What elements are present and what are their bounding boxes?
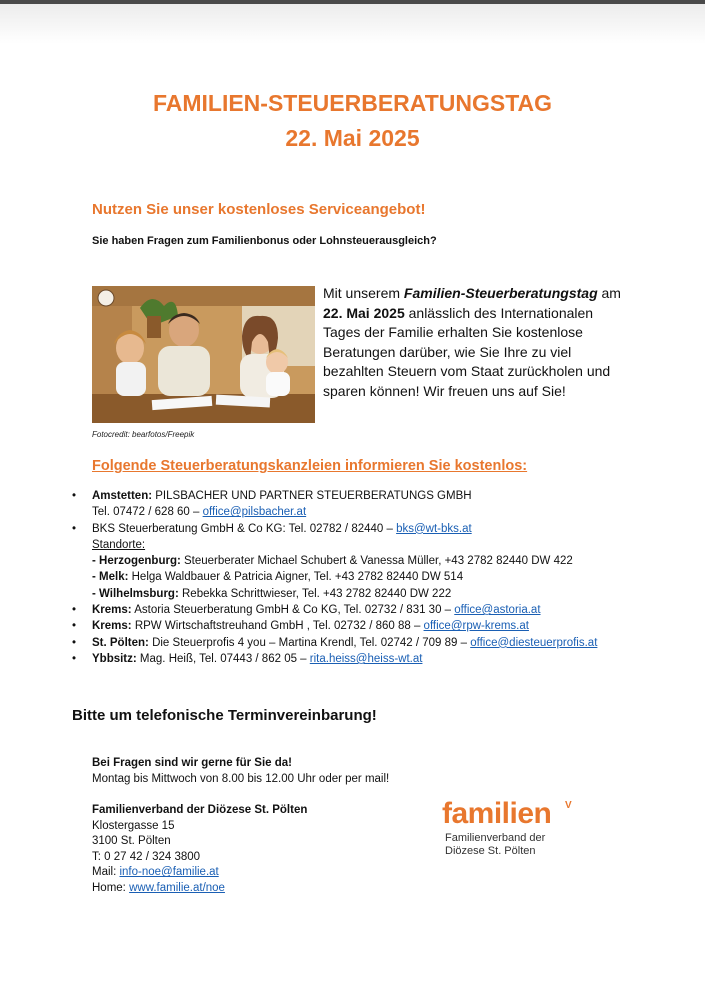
location-herzogenburg bbox=[72, 553, 672, 569]
contact-block bbox=[92, 756, 389, 787]
logo-sub-line1: Familienverband der bbox=[445, 832, 546, 844]
firms-heading: Folgende Steuerberatungskanzleien informieren Sie kostenlos: bbox=[92, 458, 528, 474]
intro-text-2: am bbox=[597, 285, 621, 301]
address-city: 3100 St. Pölten bbox=[92, 835, 171, 848]
firm-name: Mag. Heiß, Tel. 07443 / 862 05 – bbox=[136, 652, 310, 665]
familienverband-logo bbox=[442, 797, 572, 858]
firm-phone: Tel. 07472 / 628 60 – bbox=[92, 506, 203, 519]
mail-label: Mail: bbox=[92, 866, 120, 879]
location-place: - Melk: bbox=[92, 571, 129, 584]
intro-date: 22. Mai 2025 bbox=[323, 304, 405, 321]
mail-link[interactable]: info-noe@familie.at bbox=[119, 866, 219, 879]
standorte-label bbox=[72, 537, 672, 553]
address-home-line bbox=[92, 881, 307, 897]
firm-name: BKS Steuerberatung GmbH & Co KG: Tel. 02782 / 82440 – bbox=[92, 522, 397, 535]
logo-word: familien bbox=[442, 797, 552, 830]
list-item-ybbsitz bbox=[72, 651, 672, 667]
email-link[interactable]: office@astoria.at bbox=[454, 604, 541, 617]
list-item-amstetten bbox=[72, 488, 672, 504]
offer-question: Sie haben Fragen zum Familienbonus oder Lohnsteuerausgleich? bbox=[92, 235, 437, 247]
firm-contact-line bbox=[72, 504, 672, 520]
firms-list bbox=[72, 488, 672, 667]
email-link[interactable]: bks@wt-bks.at bbox=[396, 522, 472, 535]
contact-hours: Montag bis Mittwoch von 8.00 bis 12.00 Uhr oder per mail! bbox=[92, 772, 390, 785]
contact-questions: Bei Fragen sind wir gerne für Sie da! bbox=[92, 757, 293, 769]
email-link[interactable]: office@pilsbacher.at bbox=[202, 506, 307, 519]
email-link[interactable]: office@diesteuerprofis.at bbox=[470, 636, 598, 649]
address-phone: T: 0 27 42 / 324 3800 bbox=[92, 850, 201, 863]
list-item-krems-rpw bbox=[72, 618, 672, 634]
location-text: Steuerberater Michael Schubert & Vanessa Müller, +43 2782 82440 DW 422 bbox=[180, 555, 573, 568]
location-wilhelmsburg bbox=[72, 586, 672, 602]
intro-paragraph bbox=[323, 284, 623, 401]
bullet: • bbox=[72, 522, 77, 535]
firm-location: Ybbsitz: bbox=[92, 652, 137, 665]
location-melk bbox=[72, 569, 672, 585]
location-place: - Herzogenburg: bbox=[92, 555, 181, 568]
home-label: Home: bbox=[92, 881, 130, 894]
firm-location: Krems: bbox=[92, 620, 132, 633]
intro-text-3: anlässlich des Internationalen Tages der Familie erhalten Sie kostenlose Beratungen darüber, wie Sie Ihre zu viel bezahlten Steuern vom Staat zurückholen und sparen können! Wir freuen uns auf Sie! bbox=[323, 304, 611, 399]
bullet: • bbox=[72, 652, 77, 665]
location-place: - Wilhelmsburg: bbox=[92, 587, 179, 600]
logo-sub-line2: Diözese St. Pölten bbox=[445, 845, 536, 857]
firm-location: St. Pölten: bbox=[92, 636, 149, 649]
bullet: • bbox=[72, 604, 77, 617]
list-item-krems-astoria bbox=[72, 602, 672, 618]
location-text: Helga Waldbauer & Patricia Aigner, Tel. +43 2782 82440 DW 514 bbox=[128, 571, 464, 584]
family-photo-illustration bbox=[92, 286, 315, 423]
bullet: • bbox=[72, 620, 77, 633]
bullet: • bbox=[72, 636, 77, 649]
address-block bbox=[92, 803, 307, 897]
list-item-bks bbox=[72, 521, 672, 537]
page-title: FAMILIEN-STEUERBERATUNGSTAG bbox=[152, 90, 553, 116]
email-link[interactable]: office@rpw-krems.at bbox=[423, 620, 529, 633]
org-name: Familienverband der Diözese St. Pölten bbox=[92, 804, 308, 816]
address-street: Klostergasse 15 bbox=[92, 819, 175, 832]
family-photo bbox=[92, 286, 315, 423]
intro-event-name: Familien-Steuerberatungstag bbox=[403, 285, 598, 301]
top-shadow bbox=[0, 4, 705, 44]
address-mail-line bbox=[92, 865, 307, 881]
firm-location: Amstetten: bbox=[92, 490, 153, 502]
location-text: Rebekka Schrittwieser, Tel. +43 2782 82440 DW 222 bbox=[178, 587, 452, 600]
standorte-text: Standorte: bbox=[92, 538, 146, 551]
intro-text-1: Mit unserem bbox=[323, 285, 404, 301]
firm-name: Die Steuerprofis 4 you – Martina Krendl, Tel. 02742 / 709 89 – bbox=[148, 636, 471, 649]
home-link[interactable]: www.familie.at/noe bbox=[129, 881, 225, 894]
offer-heading: Nutzen Sie unser kostenloses Serviceangebot! bbox=[92, 201, 426, 218]
logo-mark: V bbox=[565, 800, 572, 811]
appointment-notice: Bitte um telefonische Terminvereinbarung! bbox=[72, 707, 377, 724]
list-item-st-poelten bbox=[72, 635, 672, 651]
firm-name: Astoria Steuerberatung GmbH & Co KG, Tel. 02732 / 831 30 – bbox=[131, 604, 455, 617]
page-date: 22. Mai 2025 bbox=[285, 125, 420, 151]
email-link[interactable]: rita.heiss@heiss-wt.at bbox=[309, 652, 423, 665]
firm-name: PILSBACHER UND PARTNER STEUERBERATUNGS GMBH bbox=[152, 490, 472, 502]
photo-credit: Fotocredit: bearfotos/Freepik bbox=[92, 430, 195, 439]
firm-name: RPW Wirtschaftstreuhand GmbH , Tel. 02732 / 860 88 – bbox=[131, 620, 424, 633]
logo-subtitle bbox=[445, 832, 551, 858]
bullet: • bbox=[72, 490, 77, 502]
firm-location: Krems: bbox=[92, 604, 132, 617]
